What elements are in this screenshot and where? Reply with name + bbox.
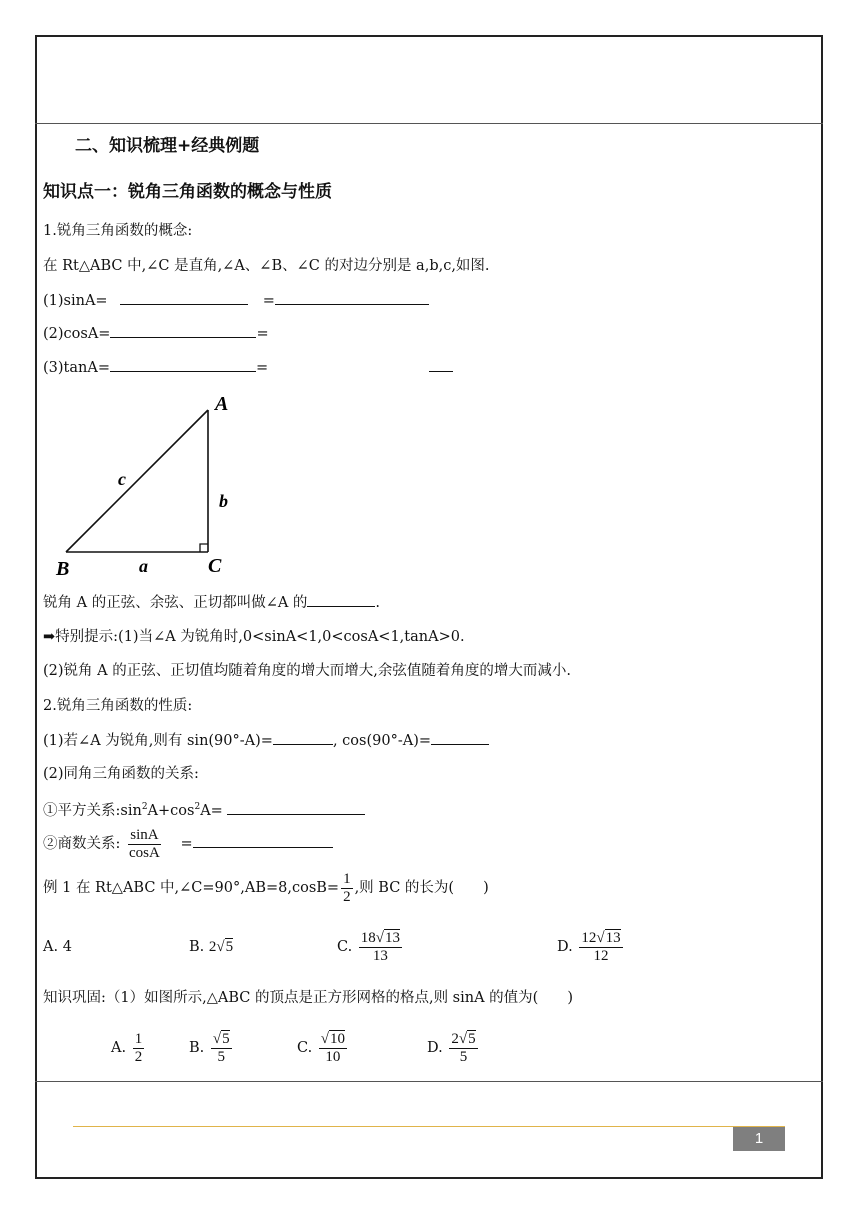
square-relation-row (43, 797, 365, 821)
section-title: 二、知识梳理+经典例题 (75, 136, 260, 156)
fraction-numerator (319, 1031, 347, 1049)
relation-heading: (2)同角三角函数的关系: (43, 766, 199, 782)
intro-line: 在 Rt△ABC 中,∠C 是直角,∠A、∠B、∠C 的对边分别是 a,b,c,如图. (43, 258, 490, 274)
side-a-label: a (139, 556, 148, 576)
superscript: 2 (141, 802, 148, 812)
option-label: D. (557, 939, 578, 955)
sqrt-symbol: √5 (212, 1030, 230, 1047)
fraction-denominator: 5 (459, 1048, 468, 1065)
consolidation-question: 知识巩固:（1）如图所示,△ABC 的顶点是正方形网格的格点,则 sinA 的值为( ) (43, 990, 573, 1006)
page-number-badge: 1 (733, 1127, 785, 1151)
vertex-B-label: B (56, 558, 70, 580)
cos-definition-row (43, 323, 269, 344)
con-option-b[interactable] (189, 1026, 234, 1070)
sin-blank-2[interactable] (275, 290, 429, 305)
quotient-relation-text: ②商数关系: (43, 836, 121, 852)
con-option-a[interactable] (111, 1026, 146, 1070)
cos-label: (2)cosA= (43, 326, 111, 342)
fraction-numerator (359, 930, 402, 948)
equals-sign: = (256, 326, 269, 342)
arrow-icon: ➡ (43, 629, 56, 645)
fraction-numerator (449, 1031, 477, 1049)
vertex-C-label: C (208, 555, 222, 577)
equals-sign: = (262, 293, 275, 309)
quotient-relation-row (43, 822, 333, 866)
fraction-numerator: 1 (343, 870, 351, 887)
coefficient: 2 (451, 1030, 459, 1047)
fraction-denominator: 10 (325, 1048, 341, 1065)
knowledge-point-title: 知识点一：锐角三角函数的概念与性质 (43, 182, 332, 202)
tip-row-2: (2)锐角 A 的正弦、正切值均随着角度的增大而增大,余弦值随着角度的增大而减小. (43, 663, 571, 679)
square-relation-blank[interactable] (227, 800, 365, 815)
coefficient: 2 (208, 939, 217, 955)
fraction-numerator: sinA (130, 826, 159, 843)
option-d-fraction (579, 930, 622, 965)
sin-label: (1)sinA= (43, 293, 108, 309)
example1-row (43, 866, 489, 910)
square-relation-text: A+cos (147, 802, 195, 819)
tan-label: (3)tanA= (43, 360, 110, 376)
option-label: B. (189, 1040, 209, 1056)
complement-cos-blank[interactable] (431, 730, 489, 745)
tip-text: 特别提示:(1)当∠A 为锐角时,0<sinA<1,0<cosA<1,tanA>0. (55, 629, 465, 645)
radicand: 5 (468, 1030, 476, 1047)
fraction-denominator: 2 (343, 888, 351, 905)
option-label: A. (111, 1040, 131, 1056)
superscript: 2 (194, 802, 201, 812)
option-b[interactable] (189, 925, 233, 969)
complement-sin-text: (1)若∠A 为锐角,则有 sin(90°-A)= (43, 733, 273, 749)
fraction-numerator (211, 1031, 232, 1049)
example1-question: ,则 BC 的长为( ) (354, 880, 489, 896)
content-bottom-divider (35, 1081, 823, 1082)
option-label: C. (297, 1040, 317, 1056)
definition-row (43, 592, 380, 613)
example1-text: 例 1 在 Rt△ABC 中,∠C=90°,AB=8,cosB= (43, 880, 340, 896)
sqrt-symbol: √5 (216, 939, 234, 955)
sqrt-symbol: √5 (458, 1030, 476, 1047)
sqrt-symbol: √13 (375, 929, 401, 946)
hypotenuse-c (66, 410, 208, 552)
fraction-numerator: 1 (134, 1030, 143, 1047)
con-option-c[interactable] (297, 1026, 349, 1070)
option-label: C. (337, 939, 357, 955)
equals-sign: = (180, 836, 193, 852)
complement-sin-blank[interactable] (273, 730, 333, 745)
radicand: 10 (330, 1030, 346, 1047)
complement-row (43, 730, 489, 751)
fraction-numerator (579, 930, 622, 948)
header-divider (35, 123, 823, 124)
option-c[interactable] (337, 925, 404, 969)
quotient-relation-blank[interactable] (193, 833, 333, 848)
equals-sign: = (255, 360, 269, 376)
cos-blank[interactable] (110, 323, 256, 338)
square-relation-text: A= (200, 802, 223, 819)
definition-period: . (375, 595, 381, 611)
radicand: 5 (222, 1030, 230, 1047)
tan-definition-row (43, 357, 453, 378)
fraction-denominator: 5 (217, 1048, 225, 1065)
tan-blank[interactable] (110, 357, 256, 372)
con-option-d[interactable] (427, 1026, 480, 1070)
definition-blank[interactable] (307, 592, 375, 607)
property-heading: 2.锐角三角函数的性质: (43, 698, 193, 714)
option-label: D. (427, 1040, 448, 1056)
quotient-fraction (127, 827, 162, 862)
fraction-denominator: 12 (593, 947, 609, 964)
fraction-denominator: 2 (134, 1048, 143, 1065)
coefficient: 12 (581, 929, 597, 946)
square-relation-text: ①平方关系:sin (43, 802, 142, 819)
tan-blank-short[interactable] (429, 357, 453, 372)
option-d[interactable] (557, 925, 625, 969)
radicand: 5 (225, 939, 234, 955)
fraction-denominator: 13 (372, 947, 388, 964)
option-label: B. (189, 939, 209, 955)
con-option-a-fraction (133, 1031, 145, 1066)
tip-row (43, 627, 465, 647)
option-a[interactable]: A. 4 (43, 939, 72, 955)
side-b-label: b (219, 491, 228, 511)
sin-blank-1[interactable] (120, 290, 248, 305)
example1-fraction (341, 871, 353, 906)
complement-cos-text: , cos(90°-A)= (332, 733, 431, 749)
fraction-denominator: cosA (129, 844, 160, 861)
footer-divider (73, 1126, 785, 1127)
con-option-b-fraction (211, 1031, 232, 1066)
right-angle-mark (200, 544, 208, 552)
coefficient: 18 (360, 929, 376, 946)
sqrt-symbol: √13 (596, 929, 621, 946)
con-option-c-fraction (319, 1031, 347, 1066)
concept-heading: 1.锐角三角函数的概念: (43, 223, 193, 239)
radicand: 13 (605, 929, 621, 946)
definition-text: 锐角 A 的正弦、余弦、正切都叫做∠A 的 (43, 595, 308, 611)
side-c-label: c (118, 469, 126, 489)
radicand: 13 (385, 929, 401, 946)
vertex-A-label: A (215, 393, 229, 415)
sqrt-symbol: √10 (320, 1030, 346, 1047)
option-c-fraction (359, 930, 402, 965)
right-triangle-figure (50, 388, 250, 580)
con-option-d-fraction (449, 1031, 477, 1066)
sin-definition-row (43, 290, 429, 311)
